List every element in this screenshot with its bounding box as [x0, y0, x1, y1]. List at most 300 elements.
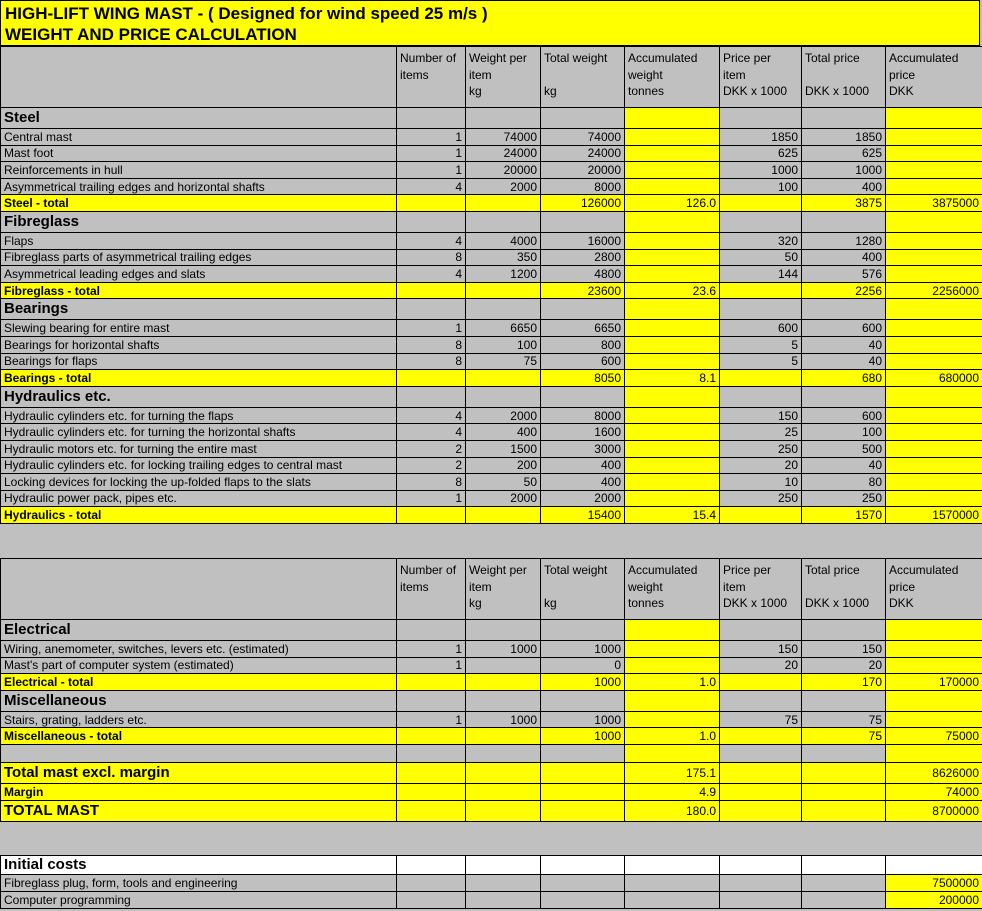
blank-cell: [802, 211, 886, 232]
section-total-price: 2256: [802, 282, 886, 299]
title-line-1: HIGH-LIFT WING MAST - ( Designed for wind speed 25 m/s ): [5, 4, 488, 23]
weight-per-item: 4000: [466, 232, 541, 249]
column-header: Price per item DKK x 1000: [720, 47, 802, 108]
price-per-item: 50: [720, 249, 802, 266]
spacer-row: [1, 744, 982, 762]
accumulated-weight: [625, 129, 720, 146]
total-weight: 1000: [541, 641, 625, 658]
section-title: Electrical: [1, 620, 397, 641]
number-of-items: 1: [397, 711, 466, 728]
accumulated-weight: [625, 490, 720, 507]
column-header: Accumulated weight tonnes: [625, 47, 720, 108]
section-accumulated-weight: 126.0: [625, 195, 720, 212]
blank-cell: [720, 856, 802, 875]
accumulated-price: [886, 657, 982, 674]
accumulated-weight: [625, 440, 720, 457]
accumulated-weight: [625, 474, 720, 491]
number-of-items: 4: [397, 407, 466, 424]
accumulated-price: [886, 424, 982, 441]
accumulated-price: [886, 457, 982, 474]
total-price: 40: [802, 336, 886, 353]
section-total-row: [1, 195, 982, 212]
weight-per-item: 350: [466, 249, 541, 266]
total-weight: 8000: [541, 178, 625, 195]
blank-cell: [397, 728, 466, 745]
accumulated-weight: [625, 711, 720, 728]
cost-table-main: [0, 46, 982, 524]
section-total-label: Electrical - total: [1, 674, 397, 691]
blank-cell: [466, 195, 541, 212]
blank-cell: [541, 892, 625, 909]
weight-per-item: 400: [466, 424, 541, 441]
blank-cell: [466, 800, 541, 821]
table-row: [1, 457, 982, 474]
total-price: 150: [802, 641, 886, 658]
blank-cell: [466, 728, 541, 745]
summary-row: [1, 800, 982, 821]
section-accumulated-weight: 8.1: [625, 370, 720, 387]
section-total-row: [1, 370, 982, 387]
initial-cost-row: [1, 892, 982, 909]
total-price: 20: [802, 657, 886, 674]
item-label: Wiring, anemometer, switches, levers etc. (estimated): [1, 641, 397, 658]
blank-cell: [720, 892, 802, 909]
initial-cost-price: 7500000: [886, 875, 982, 892]
number-of-items: 4: [397, 178, 466, 195]
blank-cell: [720, 674, 802, 691]
weight-per-item: 75: [466, 353, 541, 370]
table-row: [1, 424, 982, 441]
column-header: Number of items: [397, 559, 466, 620]
summary-row: [1, 762, 982, 783]
section-accumulated-price: 75000: [886, 728, 982, 745]
blank-cell: [802, 762, 886, 783]
section-header-row: [1, 211, 982, 232]
column-header: Number of items: [397, 47, 466, 108]
number-of-items: 8: [397, 474, 466, 491]
total-price: 80: [802, 474, 886, 491]
section-total-weight: 23600: [541, 282, 625, 299]
section-title: Hydraulics etc.: [1, 386, 397, 407]
item-label: Hydraulic power pack, pipes etc.: [1, 490, 397, 507]
total-weight: 8000: [541, 407, 625, 424]
blank-cell: [625, 875, 720, 892]
section-total-weight: 1000: [541, 728, 625, 745]
accumulated-weight: [625, 353, 720, 370]
total-price: 75: [802, 711, 886, 728]
section-accumulated-price: 680000: [886, 370, 982, 387]
accumulated-price: [886, 232, 982, 249]
section-total-price: 75: [802, 728, 886, 745]
table-row: [1, 145, 982, 162]
blank-cell: [397, 370, 466, 387]
section-accumulated-price: 170000: [886, 674, 982, 691]
blank-cell: [466, 507, 541, 524]
section-total-row: [1, 282, 982, 299]
number-of-items: 2: [397, 457, 466, 474]
table-row: [1, 641, 982, 658]
summary-accumulated-price: 8700000: [886, 800, 982, 821]
blank-cell: [397, 386, 466, 407]
section-title: Steel: [1, 108, 397, 129]
blank-cell: [541, 800, 625, 821]
number-of-items: 4: [397, 266, 466, 283]
weight-per-item: [466, 657, 541, 674]
accumulated-price: [886, 178, 982, 195]
section-total-weight: 8050: [541, 370, 625, 387]
blank-cell: [625, 386, 720, 407]
table-row: [1, 266, 982, 283]
section-total-label: Bearings - total: [1, 370, 397, 387]
blank-cell: [541, 875, 625, 892]
number-of-items: 1: [397, 490, 466, 507]
blank-cell: [466, 875, 541, 892]
section-total-row: [1, 507, 982, 524]
blank-cell: [720, 299, 802, 320]
blank-cell: [886, 690, 982, 711]
price-per-item: 250: [720, 440, 802, 457]
blank-cell: [625, 892, 720, 909]
total-price: 1280: [802, 232, 886, 249]
table-row: [1, 657, 982, 674]
total-price: 40: [802, 353, 886, 370]
total-weight: 800: [541, 336, 625, 353]
item-label: Mast's part of computer system (estimated): [1, 657, 397, 674]
blank-cell: [466, 856, 541, 875]
price-per-item: 20: [720, 657, 802, 674]
item-label: Locking devices for locking the up-folded flaps to the slats: [1, 474, 397, 491]
price-per-item: 150: [720, 407, 802, 424]
column-header: Total weight kg: [541, 47, 625, 108]
item-label: Flaps: [1, 232, 397, 249]
item-label: Reinforcements in hull: [1, 162, 397, 179]
price-per-item: 10: [720, 474, 802, 491]
accumulated-price: [886, 162, 982, 179]
initial-cost-label: Fibreglass plug, form, tools and engineering: [1, 875, 397, 892]
header-blank: [1, 47, 397, 108]
section-header-row: [1, 108, 982, 129]
blank-cell: [397, 299, 466, 320]
blank-cell: [802, 108, 886, 129]
weight-per-item: 2000: [466, 407, 541, 424]
table-row: [1, 490, 982, 507]
price-per-item: 150: [720, 641, 802, 658]
item-label: Hydraulic cylinders etc. for turning the flaps: [1, 407, 397, 424]
accumulated-weight: [625, 457, 720, 474]
blank-cell: [397, 108, 466, 129]
title-line-2: WEIGHT AND PRICE CALCULATION: [5, 25, 297, 44]
initial-costs-title: Initial costs: [1, 856, 397, 875]
table-row: [1, 129, 982, 146]
blank-cell: [541, 690, 625, 711]
section-total-label: Steel - total: [1, 195, 397, 212]
blank-cell: [397, 875, 466, 892]
blank-cell: [541, 299, 625, 320]
section-accumulated-weight: 1.0: [625, 674, 720, 691]
cost-table-secondary: [0, 558, 982, 822]
blank-cell: [397, 195, 466, 212]
section-title: Bearings: [1, 299, 397, 320]
number-of-items: 8: [397, 353, 466, 370]
accumulated-price: [886, 490, 982, 507]
total-weight: 24000: [541, 145, 625, 162]
blank-cell: [625, 211, 720, 232]
total-price: 500: [802, 440, 886, 457]
initial-costs-header-row: [1, 856, 982, 875]
total-weight: 400: [541, 457, 625, 474]
blank-cell: [397, 892, 466, 909]
section-total-label: Fibreglass - total: [1, 282, 397, 299]
section-accumulated-price: 2256000: [886, 282, 982, 299]
accumulated-price: [886, 129, 982, 146]
number-of-items: 1: [397, 320, 466, 337]
section-total-label: Hydraulics - total: [1, 507, 397, 524]
total-price: 250: [802, 490, 886, 507]
blank-cell: [720, 875, 802, 892]
blank-cell: [397, 762, 466, 783]
blank-cell: [720, 762, 802, 783]
blank-cell: [720, 507, 802, 524]
section-total-weight: 15400: [541, 507, 625, 524]
number-of-items: 1: [397, 162, 466, 179]
accumulated-weight: [625, 336, 720, 353]
price-per-item: 5: [720, 336, 802, 353]
total-weight: 16000: [541, 232, 625, 249]
section-total-price: 680: [802, 370, 886, 387]
price-per-item: 1000: [720, 162, 802, 179]
total-weight: 20000: [541, 162, 625, 179]
weight-per-item: 24000: [466, 145, 541, 162]
blank-cell: [541, 762, 625, 783]
weight-per-item: 1200: [466, 266, 541, 283]
column-header: Total price DKK x 1000: [802, 559, 886, 620]
accumulated-price: [886, 711, 982, 728]
blank-cell: [397, 211, 466, 232]
item-label: Asymmetrical trailing edges and horizontal shafts: [1, 178, 397, 195]
section-total-weight: 1000: [541, 674, 625, 691]
item-label: Bearings for horizontal shafts: [1, 336, 397, 353]
blank-cell: [802, 690, 886, 711]
weight-per-item: 6650: [466, 320, 541, 337]
initial-cost-label: Computer programming: [1, 892, 397, 909]
accumulated-price: [886, 320, 982, 337]
blank-cell: [625, 856, 720, 875]
blank-cell: [886, 386, 982, 407]
accumulated-weight: [625, 407, 720, 424]
total-weight: 2000: [541, 490, 625, 507]
summary-row: [1, 783, 982, 800]
total-weight: 600: [541, 353, 625, 370]
section-accumulated-price: 1570000: [886, 507, 982, 524]
weight-per-item: 100: [466, 336, 541, 353]
blank-cell: [466, 674, 541, 691]
section-total-price: 3875: [802, 195, 886, 212]
section-total-price: 170: [802, 674, 886, 691]
blank-cell: [466, 783, 541, 800]
blank-cell: [802, 892, 886, 909]
accumulated-weight: [625, 249, 720, 266]
table-row: [1, 320, 982, 337]
number-of-items: 1: [397, 145, 466, 162]
total-weight: 1000: [541, 711, 625, 728]
blank-cell: [625, 299, 720, 320]
initial-costs-table: [0, 855, 982, 909]
blank-cell: [720, 108, 802, 129]
blank-cell: [397, 800, 466, 821]
blank-cell: [720, 783, 802, 800]
blank-cell: [886, 856, 982, 875]
blank-cell: [720, 744, 802, 762]
item-label: Fibreglass parts of asymmetrical trailing edges: [1, 249, 397, 266]
blank-cell: [466, 762, 541, 783]
blank-cell: [802, 856, 886, 875]
summary-accumulated-price: 8626000: [886, 762, 982, 783]
blank-cell: [886, 299, 982, 320]
table-row: [1, 336, 982, 353]
summary-accumulated-price: 74000: [886, 783, 982, 800]
accumulated-weight: [625, 162, 720, 179]
section-total-row: [1, 674, 982, 691]
blank-cell: [625, 690, 720, 711]
total-weight: 1600: [541, 424, 625, 441]
summary-label: Total mast excl. margin: [1, 762, 397, 783]
item-label: Hydraulic motors etc. for turning the entire mast: [1, 440, 397, 457]
number-of-items: 1: [397, 641, 466, 658]
weight-per-item: 20000: [466, 162, 541, 179]
price-per-item: 600: [720, 320, 802, 337]
title-block: [0, 0, 980, 46]
item-label: Asymmetrical leading edges and slats: [1, 266, 397, 283]
blank-cell: [802, 620, 886, 641]
blank-cell: [466, 282, 541, 299]
number-of-items: 1: [397, 657, 466, 674]
accumulated-weight: [625, 266, 720, 283]
blank-cell: [541, 211, 625, 232]
blank-cell: [541, 386, 625, 407]
blank-cell: [397, 674, 466, 691]
item-label: Hydraulic cylinders etc. for locking trailing edges to central mast: [1, 457, 397, 474]
table-row: [1, 353, 982, 370]
summary-label: Margin: [1, 783, 397, 800]
accumulated-price: [886, 266, 982, 283]
column-header: Total price DKK x 1000: [802, 47, 886, 108]
total-price: 625: [802, 145, 886, 162]
blank-cell: [720, 370, 802, 387]
accumulated-price: [886, 407, 982, 424]
blank-cell: [397, 856, 466, 875]
table-row: [1, 162, 982, 179]
section-total-weight: 126000: [541, 195, 625, 212]
blank-cell: [720, 728, 802, 745]
item-label: Mast foot: [1, 145, 397, 162]
section-total-row: [1, 728, 982, 745]
blank-cell: [1, 744, 397, 762]
blank-cell: [886, 211, 982, 232]
price-per-item: 625: [720, 145, 802, 162]
blank-cell: [720, 282, 802, 299]
blank-cell: [466, 620, 541, 641]
number-of-items: 2: [397, 440, 466, 457]
blank-cell: [466, 370, 541, 387]
column-header-row: [1, 47, 982, 108]
blank-cell: [397, 744, 466, 762]
blank-cell: [802, 299, 886, 320]
section-accumulated-weight: 15.4: [625, 507, 720, 524]
item-label: Bearings for flaps: [1, 353, 397, 370]
price-per-item: 144: [720, 266, 802, 283]
accumulated-price: [886, 336, 982, 353]
column-header: Accumulated price DKK: [886, 559, 982, 620]
item-label: Hydraulic cylinders etc. for turning the horizontal shafts: [1, 424, 397, 441]
weight-per-item: 1000: [466, 641, 541, 658]
blank-cell: [625, 744, 720, 762]
accumulated-price: [886, 474, 982, 491]
accumulated-weight: [625, 145, 720, 162]
price-per-item: 320: [720, 232, 802, 249]
price-per-item: 1850: [720, 129, 802, 146]
total-weight: 4800: [541, 266, 625, 283]
accumulated-weight: [625, 320, 720, 337]
total-weight: 74000: [541, 129, 625, 146]
total-price: 1000: [802, 162, 886, 179]
total-weight: 6650: [541, 320, 625, 337]
total-price: 576: [802, 266, 886, 283]
number-of-items: 8: [397, 336, 466, 353]
section-header-row: [1, 299, 982, 320]
section-title: Miscellaneous: [1, 690, 397, 711]
column-header: Total weight kg: [541, 559, 625, 620]
section-header-row: [1, 690, 982, 711]
blank-cell: [625, 108, 720, 129]
accumulated-price: [886, 353, 982, 370]
weight-per-item: 200: [466, 457, 541, 474]
accumulated-price: [886, 440, 982, 457]
table-row: [1, 474, 982, 491]
blank-cell: [397, 282, 466, 299]
total-weight: 400: [541, 474, 625, 491]
weight-per-item: 1500: [466, 440, 541, 457]
number-of-items: 1: [397, 129, 466, 146]
blank-cell: [541, 856, 625, 875]
total-price: 600: [802, 407, 886, 424]
blank-cell: [466, 108, 541, 129]
table-row: [1, 407, 982, 424]
initial-cost-price: 200000: [886, 892, 982, 909]
weight-per-item: 50: [466, 474, 541, 491]
blank-cell: [397, 507, 466, 524]
accumulated-weight: [625, 178, 720, 195]
blank-cell: [466, 892, 541, 909]
summary-accumulated-weight: 4.9: [625, 783, 720, 800]
total-price: 40: [802, 457, 886, 474]
total-price: 600: [802, 320, 886, 337]
blank-cell: [397, 783, 466, 800]
accumulated-weight: [625, 657, 720, 674]
price-per-item: 5: [720, 353, 802, 370]
blank-cell: [720, 211, 802, 232]
section-accumulated-weight: 23.6: [625, 282, 720, 299]
header-blank: [1, 559, 397, 620]
total-weight: 0: [541, 657, 625, 674]
weight-per-item: 2000: [466, 178, 541, 195]
blank-cell: [802, 783, 886, 800]
number-of-items: 4: [397, 232, 466, 249]
blank-cell: [720, 195, 802, 212]
table-row: [1, 232, 982, 249]
summary-accumulated-weight: 175.1: [625, 762, 720, 783]
summary-label: TOTAL MAST: [1, 800, 397, 821]
item-label: Slewing bearing for entire mast: [1, 320, 397, 337]
